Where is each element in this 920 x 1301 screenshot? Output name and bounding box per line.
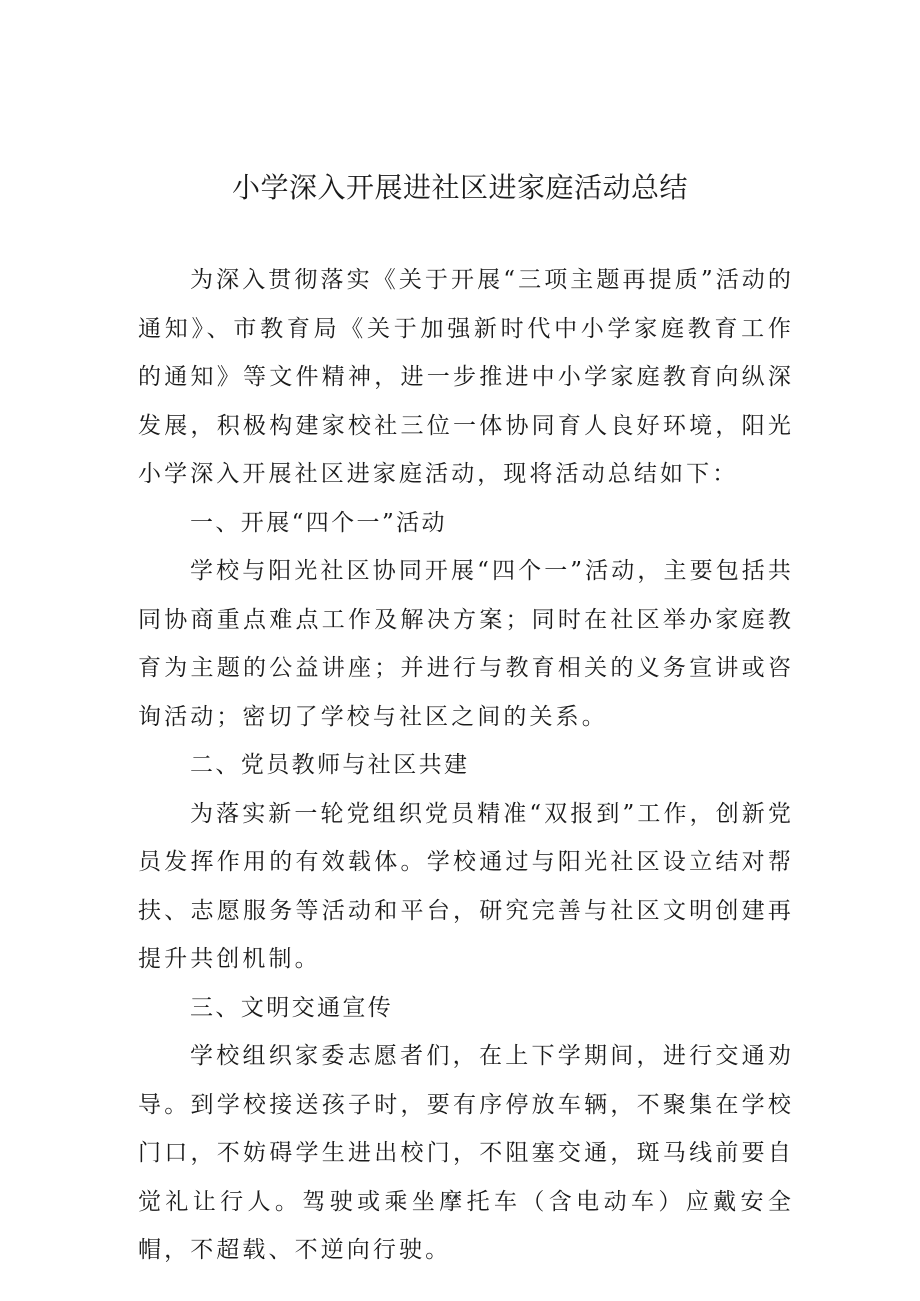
document-body (138, 256, 794, 1275)
section-heading-1: 一、开展“四个一”活动 (190, 509, 447, 536)
section-heading-3: 三、文明交通宣传 (190, 994, 394, 1021)
intro-paragraph: 为深入贯彻落实《关于开展“三项主题再提质”活动的通知》、市教育局《关于加强新时代中小学家庭教育工作的通知》等文件精神，进一步推进中小学家庭教育向纵深发展，积极构建家校社三位一体协同育人良好环境，阳光小学深入开展社区进家庭活动，现将活动总结如下： (138, 267, 794, 487)
section-heading-2: 二、党员教师与社区共建 (190, 752, 470, 778)
section-body-3: 学校组织家委志愿者们，在上下学期间，进行交通劝导。到学校接送孩子时，要有序停放车辆，不聚集在学校门口，不妨碍学生进出校门，不阻塞交通，斑马线前要自觉礼让行人。驾驶或乘坐摩托车（含电动车）应戴安全帽，不超载、不逆向行驶。 (138, 1043, 794, 1263)
section-body-1: 学校与阳光社区协同开展“四个一”活动，主要包括共同协商重点难点工作及解决方案；同时在社区举办家庭教育为主题的公益讲座；并进行与教育相关的义务宣讲或咨询活动；密切了学校与社区之间的关系。 (138, 558, 794, 730)
section-body-2: 为落实新一轮党组织党员精准“双报到”工作，创新党员发挥作用的有效载体。学校通过与阳光社区设立结对帮扶、志愿服务等活动和平台，研究完善与社区文明创建再提升共创机制。 (138, 800, 794, 972)
document-title: 小学深入开展进社区进家庭活动总结 (231, 171, 688, 204)
